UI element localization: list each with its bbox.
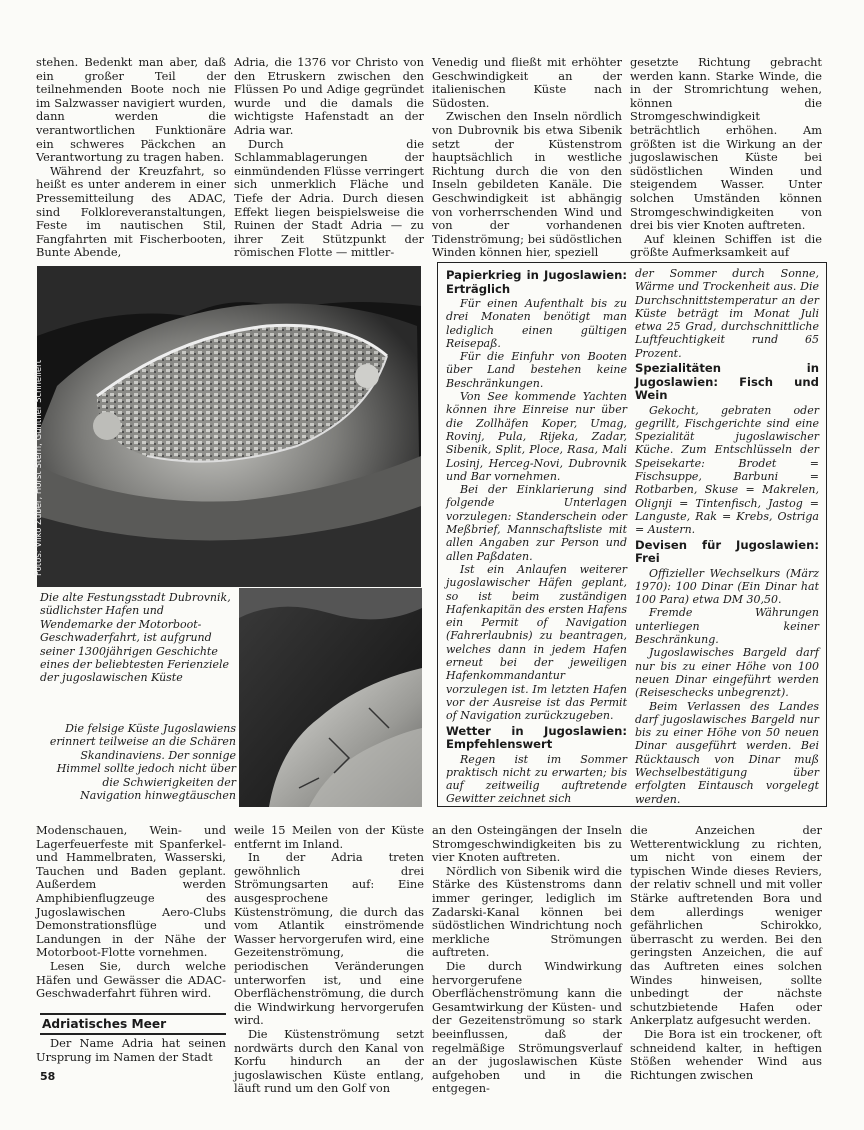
paragraph: die Anzeichen der Wetterentwicklung zu richten, um nicht von einem der typischen Winde dieses Reviers, der relativ schnell und mit voller Stärke auftretenden Bora und dem allerdings weniger gefährlichen Schirokko, überrascht zu werden. Bei den geringsten Anzeichen, die auf das Auftreten eines solchen Windes hinweisen, sollte unbedingt der nächste schutzbietende Hafen oder Ankerplatz aufgesucht werden.	[630, 823, 822, 1028]
top-column-1	[36, 56, 226, 261]
section-rule	[40, 1033, 226, 1035]
paragraph: Fremde Währungen unterliegen keiner Beschränkung.	[635, 606, 819, 647]
photo-credit: Fotos: Vilko Zuber, Horst Stern, Günther Schnellert	[34, 360, 44, 576]
section-heading-adriatisches-meer: Adriatisches Meer	[42, 1017, 167, 1031]
top-column-3	[432, 56, 622, 261]
paragraph: Regen ist im Sommer praktisch nicht zu erwarten; bis auf zeitweilig auftretende Gewitter zeichnet sich	[446, 752, 627, 806]
paragraph: Durch die Schlammablagerungen der einmündenden Flüsse verringert sich unmerklich Fläche und Tiefe der Adria. Durch diesen Effekt liegen beispielsweise die Ruinen der Stadt Adria — zu ihrer Zeit Stützpunkt der römischen Flotte — mittler-	[234, 136, 424, 260]
bottom-column-3	[432, 823, 622, 1096]
paragraph: Bei der Einklarierung sind folgende Unterlagen vorzulegen: Standerschein oder Meßbrief, Mannschaftsliste mit allen Angaben zur Person und allen Paßdaten.	[446, 483, 627, 563]
paragraph: Auf kleinen Schiffen ist die größte Aufmerksamkeit auf	[630, 231, 822, 260]
coast-photo-graphic	[239, 588, 422, 807]
bottom-column-1	[36, 824, 226, 1009]
paragraph: Modenschauen, Wein- und Lagerfeuerfeste mit Spanferkel- und Hammelbraten, Wasserski, Tauchen und Baden geplant. Außerdem werden Amphibienflugzeuge des Jugoslawischen Aero-Clubs Demonstrationsflüge und Landungen in der Nähe der Motorboot-Flotte vornehmen.	[36, 823, 226, 960]
paragraph: Während der Kreuzfahrt, so heißt es unter anderem in einer Pressemitteilung des ADAC, sind Folkloreveranstaltungen, Feste im nautischen Stil, Fangfahrten mit Fischerbooten, Bunte Abende,	[36, 163, 226, 260]
section-heading: Spezialitäten in Jugoslawien: Fisch und Wein	[635, 361, 819, 403]
paragraph: Die Bora ist ein trockener, oft schneidend kalter, in heftigen Stößen wehender Wind aus Richtungen zwischen	[630, 1026, 822, 1082]
paragraph: der Sommer durch Sonne, Wärme und Trockenheit aus. Die Durchschnittstemperatur an der Küste beträgt im Monat Juli etwa 25 Grad, durchschnittliche Luftfeuchtigkeit rund 65 Prozent.	[635, 267, 819, 360]
paragraph: stehen. Bedenkt man aber, daß ein großer Teil der teilnehmenden Boote noch nie im Salzwasser navigiert wurden, dann werden die verantwortlichen Funktionäre ein schweres Päckchen an Verantwortung zu tragen haben.	[36, 55, 226, 165]
paragraph: Jugoslawisches Bargeld darf nur bis zu einer Höhe von 100 neuen Dinar eingeführt werden (Reiseschecks unbegrenzt).	[635, 646, 819, 700]
paragraph: Venedig und fließt mit erhöhter Geschwindigkeit an der italienischen Küste nach Südosten.	[432, 55, 622, 110]
bottom-column-2	[234, 823, 424, 1096]
top-column-4	[630, 56, 822, 261]
paragraph: Ist ein Anlaufen weiterer jugoslawischer Häfen geplant, so ist beim zuständigen Hafenkapitän des ersten Hafens ein Permit of Navigation (Fahrerlaubnis) zu beantragen, welches dann in jedem Hafen erneut bei der jeweiligen Hafenkommandantur vorzulegen ist. Im letzten Hafen vor der Ausreise ist das Permit of Navigation zurückzugeben.	[446, 562, 627, 723]
paragraph: Der Name Adria hat seinen Ursprung im Namen der Stadt	[36, 1036, 226, 1064]
paragraph: Nördlich von Sibenik wird die Stärke des Küstenstroms dann immer geringer, lediglich im Zadarski-Kanal können bei südöstlichen Windrichtung noch merkliche Strömungen auftreten.	[432, 863, 622, 960]
paragraph: In der Adria treten gewöhnlich drei Strömungsarten auf: Eine ausgesprochene Küstenströmung, die durch das vom Atlantik einströmende Wasser hervorgerufen wird, eine Gezeitenströmung, die periodischen Veränderungen unterworfen ist, und eine Oberflächenströmung, die durch die Windwirkung hervorgerufen wird.	[234, 850, 424, 1028]
page-number: 58	[40, 1070, 56, 1083]
top-column-2	[234, 56, 424, 261]
section-rule	[40, 1013, 226, 1015]
photo-caption-dubrovnik: Die alte Festungsstadt Dubrovnik, südlichster Hafen und Wendemarke der Motorboot-Geschwaderfahrt, ist aufgrund seiner 1300jährigen Geschichte eines der beliebtesten Ferienziele der jugoslawischen Küste	[40, 591, 231, 685]
paragraph: Adria, die 1376 vor Christo von den Etruskern zwischen den Flüssen Po und Adige gegründet wurde und die damals die wichtigste Hafenstadt an der Adria war.	[234, 55, 424, 137]
paragraph: Für die Einfuhr von Booten über Land bestehen keine Beschränkungen.	[446, 350, 627, 390]
info-box-column-2	[635, 267, 819, 805]
section-heading: Papierkrieg in Jugoslawien: Erträglich	[446, 268, 627, 296]
paragraph: Beim Verlassen des Landes darf jugoslawisches Bargeld nur bis zu einer Höhe von 50 neuen Dinar ausgeführt werden. Bei Rücktausch von Dinar muß Wechselbestätigung über erfolgten Eintausch vorgelegt werden.	[635, 699, 819, 806]
bottom-column-1b	[36, 1037, 226, 1069]
paragraph: Für einen Aufenthalt bis zu drei Monaten benötigt man lediglich einen gültigen Reisepaß.	[446, 297, 627, 350]
photo-caption-coast: Die felsige Küste Jugoslawiens erinnert teilweise an die Schären Skandinaviens. Der sonnige Himmel sollte jedoch nicht über die Schwierigkeiten der Navigation hinwegtäuschen	[49, 722, 236, 803]
paragraph: Die Küstenströmung setzt nordwärts durch den Kanal von Korfu hindurch an der jugoslawischen Küste entlang, läuft rund um den Golf von	[234, 1026, 424, 1096]
section-heading: Wetter in Jugoslawien: Empfehlenswert	[446, 723, 627, 751]
bottom-column-4	[630, 823, 822, 1082]
paragraph: Offizieller Wechselkurs (März 1970): 100 Dinar (Ein Dinar hat 100 Para) etwa DM 30,50.	[635, 566, 819, 607]
info-box-column-1	[446, 267, 627, 805]
paragraph: an den Osteingängen der Inseln Stromgeschwindigkeiten bis zu vier Knoten auftreten.	[432, 823, 622, 865]
rocky-coast-photo	[239, 588, 422, 807]
paragraph: weile 15 Meilen von der Küste entfernt im Inland.	[234, 823, 424, 851]
paragraph: Gekocht, gebraten oder gegrillt, Fischgerichte sind eine Spezialität jugoslawischer Küche. Zum Entschlüsseln der Speisekarte: Brodet = Fischsuppe, Barbuni = Rotbarben, Skuse = Makrelen, Olignji = Tintenfisch, Jastog = Languste, Rak = Krebs, Ostriga = Austern.	[635, 403, 819, 537]
paragraph: Lesen Sie, durch welche Häfen und Gewässer die ADAC-Geschwaderfahrt führen wird.	[36, 958, 226, 1001]
paragraph: Die durch Windwirkung hervorgerufene Oberflächenströmung kann die Gesamtwirkung der Küsten- und der Gezeitenströmung so stark beeinflussen, daß der regelmäßige Strömungsverlauf an der jugoslawischen Küste aufgehoben und in die entgegen-	[432, 958, 622, 1096]
dubrovnik-aerial-photo	[34, 266, 421, 587]
dubrovnik-photo-graphic	[37, 266, 421, 587]
section-heading: Devisen für Jugoslawien: Frei	[635, 537, 819, 566]
paragraph: Zwischen den Inseln nördlich von Dubrovnik bis etwa Sibenik setzt der Küstenstrom hauptsächlich in westliche Richtung durch die von den Inseln gebildeten Kanäle. Die Geschwindigkeit ist abhängig von vorherrschenden Wind und von der vorhandenen Tidenströmung; bei südöstlichen Winden können hier, speziell	[432, 109, 622, 260]
paragraph: gesetzte Richtung gebracht werden kann. Starke Winde, die in der Stromrichtung wehen, können die Stromgeschwindigkeit beträchtlich erhöhen. Am größten ist die Wirkung an der jugoslawischen Küste bei südöstlichen Winden und steigendem Wasser. Unter solchen Umständen können Stromgeschwindigkeiten von drei bis vier Knoten auftreten.	[630, 55, 822, 233]
paragraph: Von See kommende Yachten können ihre Einreise nur über die Zollhäfen Koper, Umag, Rovinj, Pula, Rijeka, Zadar, Sibenik, Split, Ploce, Rasa, Mali Losinj, Herceg-Novi, Dubrovnik und Bar vornehmen.	[446, 390, 627, 483]
